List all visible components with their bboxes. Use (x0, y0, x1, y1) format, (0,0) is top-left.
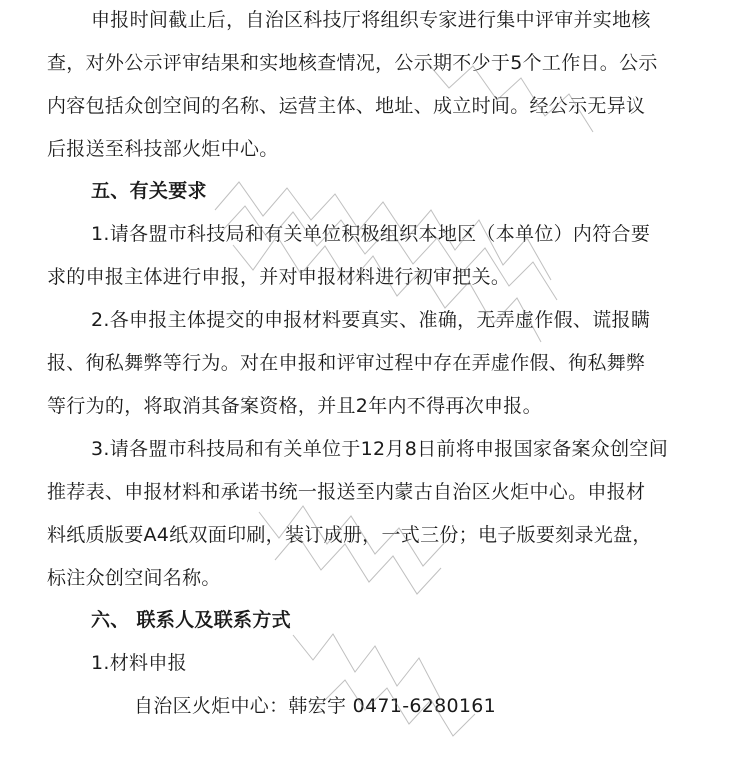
section-heading: 五、有关要求 (91, 180, 207, 202)
paragraph-line: 料纸质版要A4纸双面印刷，装订成册，一式三份；电子版要刻录光盘， (47, 524, 652, 546)
paragraph-line: 查，对外公示评审结果和实地核查情况，公示期不少于5个工作日。公示 (47, 52, 658, 74)
paragraph-line: 后报送至科技部火炬中心。 (47, 138, 279, 160)
paragraph-line: 1.请各盟市科技局和有关单位积极组织本地区（本单位）内符合要 (91, 223, 651, 245)
paragraph-line: 求的申报主体进行申报，并对申报材料进行初审把关。 (47, 266, 511, 288)
paragraph-line: 标注众创空间名称。 (47, 567, 221, 589)
paragraph-line: 1.材料申报 (91, 652, 187, 674)
paragraph-line: 内容包括众创空间的名称、运营主体、地址、成立时间。经公示无异议 (47, 95, 646, 117)
paragraph-line: 等行为的，将取消其备案资格，并且2年内不得再次申报。 (47, 395, 542, 417)
paragraph-line: 3.请各盟市科技局和有关单位于12月8日前将申报国家备案众创空间 (91, 438, 668, 460)
paragraph-line: 申报时间截止后，自治区科技厅将组织专家进行集中评审并实地核 (91, 9, 651, 31)
paragraph-line: 报、徇私舞弊等行为。对在申报和评审过程中存在弄虚作假、徇私舞弊 (47, 352, 646, 374)
section-heading: 六、 联系人及联系方式 (91, 609, 291, 631)
contact-line: 自治区火炬中心：韩宏宇 0471-6280161 (134, 695, 497, 717)
paragraph-line: 2.各申报主体提交的申报材料要真实、准确，无弄虚作假、谎报瞒 (91, 309, 651, 331)
paragraph-line: 推荐表、申报材料和承诺书统一报送至内蒙古自治区火炬中心。申报材 (47, 481, 646, 503)
